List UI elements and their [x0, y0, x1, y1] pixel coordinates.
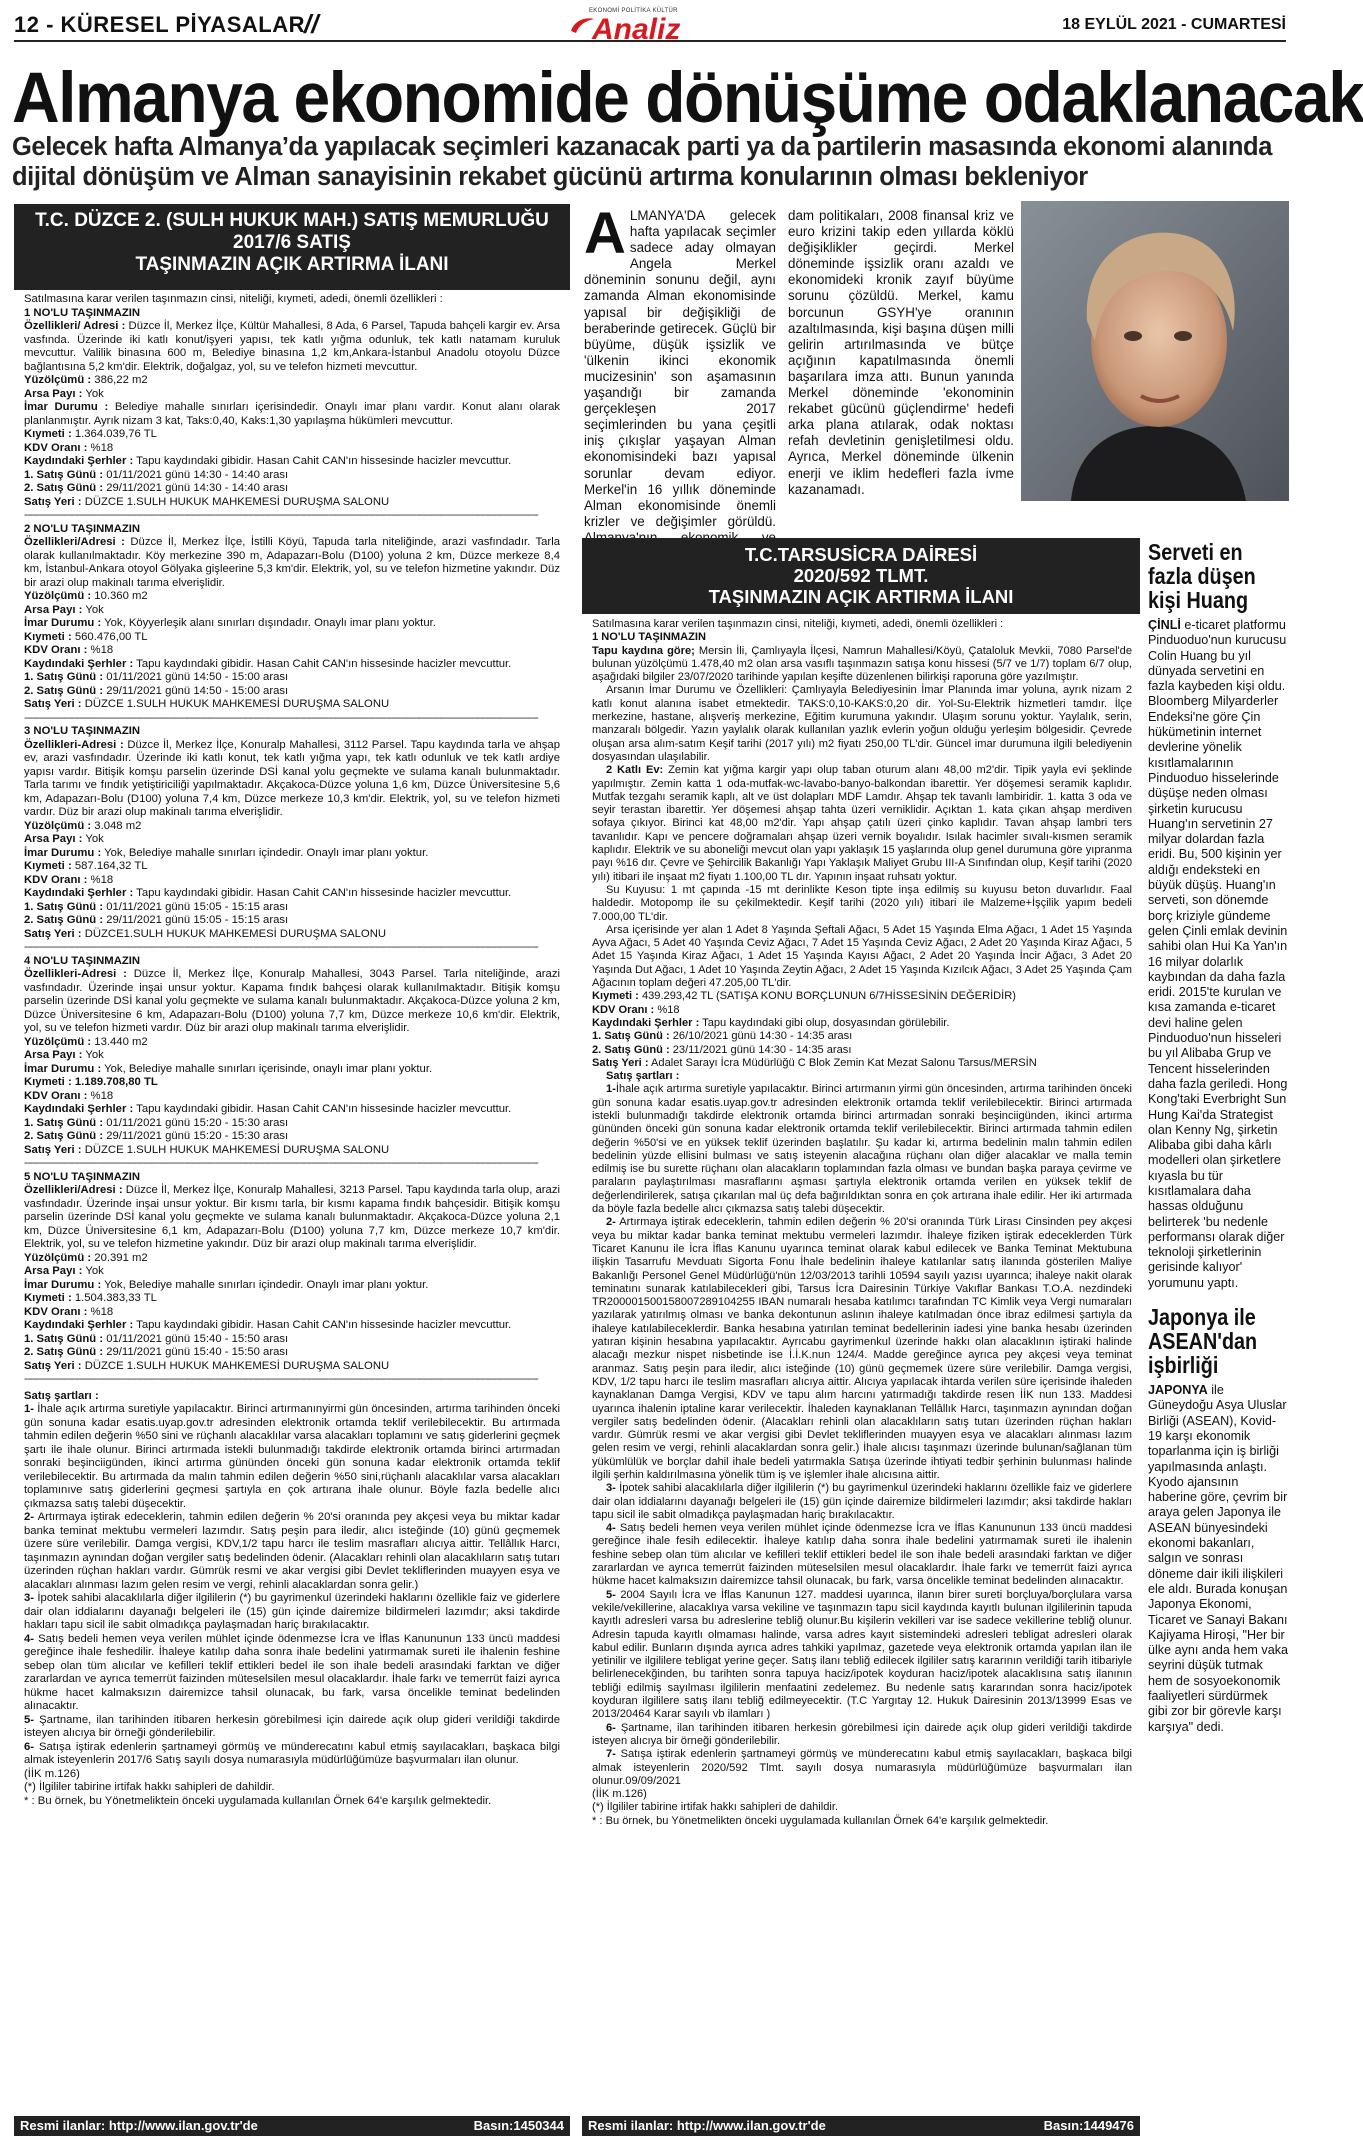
field-label: Arsa Payı :: [24, 1049, 83, 1061]
section-slash: //: [304, 9, 319, 39]
field-value: DÜZCE1.SULH HUKUK MAHKEMESİ DURUŞMA SALONU: [81, 927, 387, 940]
term-text: Satış bedeli hemen veya verilen mühlet içinde ödenmezse İcra ve İflas Kanununun 133 üncü maddesi gereğince ihale feshedilir. İhaleye katılıp daha sonra ihale bedelini yatırmamak sureti ile ihalenin feshine sebep olan tüm alıcılar ve kefilleri teklif ettikleri bedel ile son ihale bedeli arasındaki farktan ve diğer zararlardan ve ayrıca temerrüt faizinden müteselsilen mesul olacaklardır. İhale farkı ve temerrüt faizi ayrıca hükme hacet kalmaksızın dairemizce tahsil olunacak, bu fark, varsa öncelikle teminat bedelinden alınacaktır.: [24, 1632, 560, 1712]
term-text: Artırmaya iştirak edeceklerin, tahmin edilen değerin % 20'si oranında pey akçesi veya bu miktar kadar banka teminat mektubu vermeleri lazımdır. Satış peşin para iledir, alıcı isteğinde (10) günü geçmemek üzere süre verilebilir. Damga vergisi, KDV,1/2 tapu harcı ile teslim masrafları alıcıya aittir. Tellâllık Harcı, taşınmazın aynından doğan vergiler satış bedelinden ödenir. (Alacakları rehinli olan alacaklıların satış tutarı üzerinden rüçhan hakları vardır. Gümrük resmi ve akar vergisi gibi Devlet tekliflerinden muayyen esya ve alacakları alınması lazım gelen resim ve vergi, rehinli alacaklardan sonra gelir.): [24, 1511, 560, 1591]
field-label: 1. Satış Günü :: [24, 1116, 104, 1129]
field-label: Kıymeti :: [24, 860, 72, 872]
law-ref: (İİK m.126): [24, 1767, 80, 1780]
term-number: 6-: [606, 1721, 616, 1734]
field-label: Arsa Payı :: [24, 833, 83, 845]
term-number: 4-: [606, 1522, 616, 1535]
field-label: 2. Satış Günü :: [24, 482, 104, 494]
field-label: Arsa Payı :: [24, 603, 83, 616]
field-label: İmar Durumu :: [24, 401, 109, 413]
footnote: * : Bu örnek, bu Yönetmeliktein önceki uygulamada kullanılan Örnek 64'e karşılık gelmektedir.: [24, 1794, 492, 1807]
field-value: 29/11/2021 günü 14:30 - 14:40 arası: [103, 482, 289, 494]
field-label: İmar Durumu :: [24, 1278, 102, 1291]
field-value: Adalet Sarayı İcra Müdürlüğü C Blok Zemin Kat Mezat Salonu Tarsus/MERSİN: [648, 1056, 1037, 1069]
field-label: Kaydındaki Şerhler :: [24, 657, 134, 670]
right-notice-type: TAŞINMAZIN AÇIK ARTIRMA İLANI: [708, 586, 1014, 607]
side-story-2-lead: JAPONYA: [1148, 1383, 1208, 1398]
right-notice-body: [592, 618, 1132, 1828]
field-value: 3.048 m2: [91, 819, 142, 832]
field-value: 439.293,42 TL (SATIŞA KONU BORÇLUNUN 6/7HİSSESİNİN DEĞERİDİR): [638, 990, 1016, 1003]
field-value: Tapu kaydındaki gibidir. Hasan Cahit CAN'ın hissesinde hacizler mevcuttur.: [133, 1103, 512, 1115]
term-text: İpotek sahibi alacaklılarla diğer ilgililerin (*) bu gayrimenkul üzerindeki haklarını özellikle faiz ve giderlere dair olan iddialarını dayanağı belgeleri ile (15) gün içinde dairemize bildirmeleri lazımdır; aksi takdirde hakları tapu sicil ile sabit olmadıkça paylaşmadan hariç bırakılacaktır.: [592, 1482, 1132, 1521]
footnote: * : Bu örnek, bu Yönetmelikten önceki uygulamada kullanılan Örnek 64'e karşılık gelmektedir.: [592, 1814, 1049, 1827]
side-story-1-body: e-ticaret platformu Pinduoduo'nun kurucusu Colin Huang bu yıl dünyada servetini en fazla kaybeden kişi oldu. Bloomberg Milyarderler Endeksi'ne göre Çin hükümetinin internet devlerine yönelik kısıtlamalarının Pinduoduo hisselerinde düşüşe neden olması şirketin kurucusu Huang'ın servetinin 27 milyar dolardan fazla eridi. Bu, 500 kişinin yer aldığı endeksteki en büyük düşüş. Huang'ın serveti, son dönemde borç kriziyle gündeme gelen Çinli emlak devinin sahibi olan Hui Ka Yan'ın 16 milyar dolarlık kaybından da daha fazla eridi. 2015'te kurulan ve kısa zamanda e-ticaret devi haline gelen Pinduoduo'nun hisseleri bu yıl Alibaba Grup ve Tencent hisselerinden daha fazla geriledi. Hong Kong'taki Everbright Sun Hung Kai'da Strategist olan Kenny Ng, şirketin Alibaba gibi daha kârlı modelleri olan şirketlere kıyasla bu tür kısıtlamalara daha hassas olduğunu belirterek 'bu nedenle performansı olarak diğer teknoloji şirketlerinin gerisinde kalıyor' yorumunu yaptı.: [1148, 618, 1288, 1290]
field-label: Arsa Payı :: [24, 387, 83, 400]
field-label: Kıymeti :: [592, 990, 639, 1003]
field-label: Satış Yeri :: [24, 1359, 82, 1372]
terms-title: Satış şartları :: [24, 1389, 99, 1402]
terms-title: Satış şartları :: [606, 1070, 680, 1083]
term-number: 1-: [606, 1083, 616, 1096]
field-value: Düzce İl, Merkez İlçe, Konuralp Mahallesi, 3043 Parsel. Tarla niteliğinde, arazi vasfındadır. Üzerinde inşai unsur yoktur. Kapama fındık bahçesi olarak kullanılmaktadır. Bitişik komşu parselin üzerinde DSİ kanal yolu geçmekte ve sulama kanalı bulunmaktadır. Akçakoca-Düzce yoluna 2 km, Düzce Üniversitesine 6 km, Adapazarı-Bolu (D100) yoluna 7,7 km, Düzce merkeze 10,6 km'dir. Elektrik, yol, su ve telefon hizmeti vardır. Düz bir arazi olup makinalı tarıma elverişlidir.: [24, 968, 560, 1034]
field-value: 1.504.383,33 TL: [71, 1292, 157, 1304]
issue-date: 18 EYLÜL 2021 - CUMARTESİ: [1062, 16, 1286, 33]
side-column: [1148, 540, 1290, 1735]
field-label: Kıymeti :: [24, 630, 72, 643]
paragraph: Arsa içerisinde yer alan 1 Adet 8 Yaşında Şeftali Ağacı, 5 Adet 15 Yaşında Elma Ağacı, 1 Adet 15 Yaşında Ayva Ağacı, 5 Adet 40 Yaşında Ceviz Ağacı, 7 Adet 15 Yaşında Ceviz Ağacı, 2 Adet 20 Yaşında Kiraz Ağacı, 5 Adet 15 Yaşında Kiraz Ağacı, 1 Adet 15 Yaşında Kayısı Ağacı, 2 Adet 20 Yaşında İncir Ağacı, 3 Adet 20 Yaşında Dut Ağacı, 1 Adet 10 Yaşında Zeytin Ağacı, 2 Adet 15 Yaşında Kızılcık Ağacı, 3 Adet 25 Yaşında Çam Ağacının toplam değeri 47.205,00 TL'dir.: [592, 923, 1132, 990]
field-value: 01/11/2021 günü 15:40 - 15:50 arası: [103, 1332, 289, 1345]
term-number: 3-: [24, 1592, 35, 1604]
term-number: 7-: [606, 1748, 616, 1761]
right-notice-office: T.C.TARSUSİCRA DAİRESİ: [744, 544, 978, 565]
field-label: 2. Satış Günü :: [24, 1130, 104, 1142]
left-notice-header: [14, 204, 570, 290]
field-label: Özellikleri/Adresi :: [24, 1184, 123, 1196]
field-label: 1. Satış Günü :: [592, 1030, 670, 1043]
field-value: Tapu kaydındaki gibidir. Hasan Cahit CAN'ın hissesinde hacizler mevcuttur.: [133, 1319, 512, 1331]
angela-merkel-photo: [1021, 201, 1289, 501]
term-text: İhale açık artırma suretiyle yapılacaktır. Birinci artırmanın yirmi gün öncesinden, artırma tarihinden önceki gün sonuna kadar esatis.uyap.gov.tr adresinden elektronik ortamda teklif verilebilecektir. Birinci artırmada istekli bulunmadığı takdirde elektronik ortamda birinci artırmadan sonraki beşinciigünden, ikinci artırma gününden önceki gün sonuna kadar elektronik ortamda teklif verilebilecektir. Birinci artırmada tahmin edilen değerin %50'si ve en yüksek teklif üzerinden başlatılır. Şu kadar ki, artırma bedelinin malın tahmin edilen bedelinin yüzde ellisini bulması ve satış isteyenin alacağına rüçhanı olan diğer alacaklar ve malla temin edilmiş ise bu surette rüçhanı olan alacakların toplamından fazla olması ve bundan başka paraya çevirme ve paraların paylaştırılması masraflarını aşması şartıyla elektronik ortamda verilen en yüksek teklif de değerlendirilerek, satışa çıkarılan mal üç defa bağırıldıktan sonra en çok artırana ihale edilir. Her iki artırmada da böyle fazla bedelle alıcı çıkmazsa satış talebi düşecektir.: [592, 1083, 1132, 1216]
field-value: 01/11/2021 günü 15:20 - 15:30 arası: [103, 1116, 289, 1129]
parcel-title: 2 NO'LU TAŞINMAZIN: [24, 522, 141, 535]
footer-press-no: Basın:1450344: [473, 2118, 564, 2133]
field-label: KDV Oranı :: [24, 644, 88, 656]
field-value: Yok: [82, 387, 104, 400]
side-story-1-text: [1148, 618, 1290, 1291]
field-label: Yüzölçümü :: [24, 1035, 92, 1048]
subheadline: Gelecek hafta Almanya’da yapılacak seçimleri kazanacak parti ya da partilerin masasında ekonomi alanında dijital dönüşüm ve Alman sanayisinin rekabet gücünü artırma konularının olması bekleniyor: [12, 133, 1272, 191]
parcel-title: 1 NO'LU TAŞINMAZIN: [592, 631, 706, 644]
left-notice-body: [24, 293, 560, 1808]
side-story-2-text: [1148, 1383, 1290, 1735]
separator: ------------------------------------------------------------------------------------------------------------------------------------------------------------------------------------------: [24, 1157, 538, 1169]
field-label: Kaydındaki Şerhler :: [592, 1016, 700, 1029]
field-value: 01/11/2021 günü 14:50 - 15:00 arası: [103, 671, 289, 683]
field-value: Düzce İl, Merkez İlçe, İstilli Köyü, Tapuda tarla niteliğinde, arazi vasfındadır. Tarla olarak kullanılmaktadır. Köy merkezine 390 m, Adapazarı-Bolu (D100) yoluna 2 km, Düzce merkeze 8,4 km, İstanbul-Ankara otoyol Gölyaka gişleerine 5,3 km'dir. Elektrik, yol, su ve telefon hizmetine yakındır. Düz bir arazi olup makinalı tarıma elverişlidir.: [24, 536, 560, 589]
field-value: 29/11/2021 günü 15:20 - 15:30 arası: [103, 1130, 289, 1142]
field-label: Kıymeti :: [24, 1076, 72, 1088]
field-value: Düzce İl, Merkez İlçe, Konuralp Mahallesi, 3213 Parsel. Tapu kaydında tarla olup, arazi vasfındadır. Üzerinde inşai unsur yoktur. Bir kısmı tarla, bir kısmı kapama fındık bahçesidir. Bitişik komşu parselin üzerinde DSİ kanal yolu geçmekte ve sulama kanalı bulunmaktadır. Akçakoca-Düzce yoluna 2,1 km, Düzce Üniversitesine 6,1 km, Adapazarı-Bolu (D100) yoluna 7,7 km, Düzce merkeze 10,7 km'dir. Elektrik, yol, su ve telefon hizmetine yakındır. Düz bir arazi olup makinalı tarıma elverişlidir.: [24, 1184, 560, 1250]
left-notice-footer: [14, 2116, 570, 2136]
term-text: Şartname, ilan tarihinden itibaren herkesin görebilmesi için dairede açık olup gideri verildiği takdirde isteyen alıcıya bir örneği gönderilebilir.: [592, 1721, 1132, 1747]
field-label: 2. Satış Günü :: [24, 1346, 104, 1358]
field-value: Yok, Belediye mahalle sınırları içerisinde, onaylı imar planı yoktur.: [101, 1062, 433, 1075]
field-label: Özellikleri-Adresi :: [24, 738, 124, 751]
field-label: 1. Satış Günü :: [24, 1332, 104, 1345]
left-notice-type: TAŞINMAZIN AÇIK ARTIRMA İLANI: [135, 254, 449, 275]
field-value: Yok, Belediye mahalle sınırları içindedir. Onaylı imar planı yoktur.: [101, 846, 429, 859]
field-value: 1.364.039,76 TL: [71, 428, 157, 440]
field-value: 560.476,00 TL: [71, 630, 148, 643]
section-name: 12 - KÜRESEL PİYASALAR: [14, 12, 305, 37]
separator: ------------------------------------------------------------------------------------------------------------------------------------------------------------------------------------------: [24, 1373, 538, 1385]
field-label: Satış Yeri :: [24, 1143, 82, 1156]
field-label: İmar Durumu :: [24, 846, 102, 859]
page-header: [14, 8, 1286, 46]
field-value: %18: [87, 873, 114, 886]
article-text: dam politikaları, 2008 finansal kriz ve euro krizini takip eden yıllarda köklü değişiklikler geçirdi. Merkel döneminde işsizlik oranı azaldı ve ekonomideki kronik zayıf büyüme sorunu çözüldü. Merkel, kamu borcunun GSYH'ye oranının azaltılmasında, kişi başına düşen milli gelirin artırılmasında ve bütçe açığının kapatılmasında önemli başarılara imza attı. Bunun yanında Merkel döneminde 'ekonominin rekabet gücünü güçlendirme' hedefi arka plana atılarak, odak noktası refah devletinin genişletilmesi oldu. Ayrıca, Merkel döneminde ülkenin enerji ve iklim hedefleri fazla ivme kazanamadı.: [788, 208, 1014, 497]
field-label: KDV Oranı :: [592, 1003, 655, 1016]
field-value: %18: [87, 644, 114, 656]
field-value: 13.440 m2: [91, 1035, 148, 1048]
field-label: KDV Oranı :: [24, 441, 88, 454]
field-label: Yüzölçümü :: [24, 590, 92, 602]
paragraph: Su Kuyusu: 1 mt çapında -15 mt derinlikte Keson tipte inşa edilmiş su kuyusu beton duvarlıdır. Faal haldedir. Motopomp ile su çekilmektedir. Keşif tarihi (2020 yılı) itibari ile Malzeme+İşçilik yapım bedeli 7.000,00 TL'dir.: [592, 883, 1132, 923]
field-value: DÜZCE 1.SULH HUKUK MAHKEMESİ DURUŞMA SALONU: [81, 1359, 390, 1372]
field-value: 587.164,32 TL: [71, 860, 148, 872]
side-story-1-title: Serveti en fazla düşen kişi Huang: [1148, 539, 1256, 613]
separator: ------------------------------------------------------------------------------------------------------------------------------------------------------------------------------------------: [24, 509, 538, 521]
left-notice-file: 2017/6 SATIŞ: [233, 232, 351, 253]
term-text: Satışa iştirak edenlerin şartnameyi görmüş ve münderecatını kabul etmiş sayılacakları, başkaca bilgi almak isteyenlerin 2017/6 Satış sayılı dosya numarasıyla müdürlüğümüze başvurmaları ilan olunur.: [24, 1740, 560, 1766]
field-value: Tapu kaydındaki gibi olup, dosyasından görülebilir.: [699, 1016, 950, 1029]
field-value: DÜZCE 1.SULH HUKUK MAHKEMESİ DURUŞMA SALONU: [81, 1143, 390, 1156]
drop-cap: A: [584, 201, 626, 266]
law-ref: (İİK m.126): [592, 1788, 647, 1801]
parcel-title: 4 NO'LU TAŞINMAZIN: [24, 954, 141, 967]
field-label: 1. Satış Günü :: [24, 671, 104, 683]
field-value: Yok: [82, 1265, 104, 1277]
field-value: Yok: [82, 603, 104, 616]
field-label: İmar Durumu :: [24, 617, 102, 629]
field-value: 20.391 m2: [91, 1251, 148, 1264]
parcel-title: 1 NO'LU TAŞINMAZIN: [24, 306, 141, 319]
field-value: 29/11/2021 günü 15:40 - 15:50 arası: [103, 1346, 289, 1358]
term-text: İpotek sahibi alacaklılarla diğer ilgililerin (*) bu gayrimenkul üzerindeki haklarını özellikle faiz ve giderlere dair olan iddialarını dayanağı belgeleri ile (15) gün içinde dairemize bildirmeleri lazımdır; aksi takdirde hakları tapu sicil ile sabit olmadıkça paylaşmadan hariç bırakılacaktır.: [24, 1592, 560, 1631]
separator: ------------------------------------------------------------------------------------------------------------------------------------------------------------------------------------------: [24, 711, 538, 724]
field-value: 386,22 m2: [91, 374, 148, 386]
term-text: Satış bedeli hemen veya verilen mühlet içinde ödenmezse İcra ve İflas Kanununun 133 üncü maddesi gereğince ihale fesih edilecektir. İhaleye katılıp daha sonra ihale bedelini yatırmamak sureti ile ihalenin feshine sebep olan tüm alıcılar ve kefilleri teklif ettikleri bedel ile son ihale bedeli arasındaki farktan ve diğer zararlardan ve ayrıca temerrüt faizinden müteselsilen mesul olacaklardır. İhale farkı ve temerrüt faizi ayrıca hükme hacet kalmaksızın dairemizce tahsil olunacak, bu fark, varsa öncelikle teminat bedelinden alınacaktır.: [592, 1522, 1132, 1588]
footer-press-no: Basın:1449476: [1043, 2118, 1134, 2133]
field-value: Tapu kaydındaki gibidir. Hasan Cahit CAN'ın hissesinde hacizler mevcuttur.: [133, 657, 512, 670]
term-number: 1-: [24, 1403, 35, 1415]
term-text: Şartname, ilan tarihinden itibaren herkesin görebilmesi için dairede açık olup gideri verildiği takdirde isteyen alıcıya bir örneği gönderilebilir.: [24, 1713, 560, 1739]
field-label: Satış Yeri :: [592, 1056, 649, 1069]
field-value: 26/10/2021 günü 14:30 - 14:35 arası: [669, 1030, 853, 1043]
field-label: KDV Oranı :: [24, 1305, 88, 1318]
headline: Almanya ekonomide dönüşüme odaklanacak: [12, 57, 1363, 137]
parcel-title: 5 NO'LU TAŞINMAZIN: [24, 1170, 141, 1183]
field-label: Kaydındaki Şerhler :: [24, 455, 134, 467]
logo-wordmark: Analiz: [592, 13, 681, 46]
term-number: 2-: [24, 1511, 35, 1523]
term-number: 6-: [24, 1740, 35, 1753]
field-value: Yok, Belediye mahalle sınırları içindedir. Onaylı imar planı yoktur.: [101, 1278, 429, 1291]
paragraph: Arsanın İmar Durumu ve Özellikleri: Çamlıyayla Belediyesinin İmar Planında imar yoluna, ayrık nizam 2 katlı konut alanına isabet etmektedir. TAKS:0,10-KAKS:0,20 dir. Yol-Su-Elektrik hizmetleri tamdır. İlçe merkezine, hastane, alışveriş merkezine, Eğitim kurumuna yakındır. Ulaşım sorunu yoktur. Yaylalık, serin, manzaralı bölgedir. Yazın yaylalık olarak kullanılan yazlık evlerin yoğun olduğu yerleşim bölgesidir. Çevrede oluşan arsa alım-satım Keşif tarihi (2017 yılı) m2 fiyatı 250,00 TL'dir. Güncel imar durumuna ilgili belediyenin dosyasından ulaşılabilir.: [592, 684, 1132, 763]
term-text: İhale açık artırma suretiyle yapılacaktır. Birinci artırmanınyirmi gün öncesinden, artırma tarihinden önceki gün sonuna kadar esatis.uyap.gov.tr adresinden elektronik ortamda teklif verilebilecektir. Bu artırmada tahmin edilen değerin %50 sini ve rüçhanlı alacaklılar varsa alacakları toplamını ve satış giderlerini geçmek şartı ile ihale olunur. Birinci artırmada istekli bulunmadığı takdirde elektronik ortamda birinci artırmadan sonraki beşinciigünden, ikinci artırma gününden önceki gün sonuna kadar elektronik ortamda teklif verilebilecektir. Bu artırmada da malın tahmin edilen değerin %50 sini,rüçhanlı alacaklılar varsa alacakları toplamınıve satış giderlerini geçmesi şartıyla en çok artırana ihale olunur. Böyle fazla bedelle alıcı çıkmazsa satış talebi düşecektir.: [24, 1403, 560, 1510]
separator: ------------------------------------------------------------------------------------------------------------------------------------------------------------------------------------------: [24, 941, 538, 953]
field-label: 1. Satış Günü :: [24, 468, 104, 481]
article-text: LMANYA'DA gelecek hafta yapılacak seçimler sadece aday olmayan Angela Merkel döneminin sonunu değil, aynı zamanda Alman ekonomisinde yapısal bir değişikliği de beraberinde getirecek. Güçlü bir büyüme, düşük işsizlik ve 'ülkenin ikinci ekonomik mucizesinin' son aşamasının yaşandığı bir zamanda gerçekleşen 2017 seçimlerinden bu yana çeşitli iniş çıkışlar yaşayan Alman ekonomisindeki bazı yapısal sorunlar devam ediyor. Merkel'in 16 yıllık döneminde Alman ekonomisinde önemli krizler ve değişimler görüldü.: [584, 208, 776, 529]
field-label: Yüzölçümü :: [24, 1251, 92, 1264]
term-number: 4-: [24, 1632, 35, 1645]
field-value: Düzce İl, Merkez İlçe, Kültür Mahallesi, 8 Ada, 6 Parsel, Tapuda bahçeli kargir ev. Arsa vasfında. Üzerinde iki katlı konut/işyeri yapısı, tek katlı yığma odunluk, tek katlı natamam kuruluk mevcuttur. Valilik binasına 600 m, Belediye binasına 1,2 km,Ankara-İstanbul Anadolu otoyolu Düzce bağlantısına 5,2 km'dir. Elektrik, doğalgaz, yol, su ve telefon hizmeti mevcuttur.: [24, 320, 561, 373]
footnote: (*) İlgililer tabirine irtifak hakkı sahipleri de dahildir.: [24, 1781, 275, 1793]
field-value: 1.189.708,80 TL: [71, 1076, 158, 1088]
term-text: Satışa iştirak edenlerin şartnameyi görmüş ve münderecatını kabul etmiş sayılacakları, başkaca bilgi almak isteyenlerin 2020/592 Tlmt. sayılı dosya numarasıyla müdürlüğümüze başvurmaları ilan olunur.09/09/2021: [592, 1748, 1132, 1787]
field-label: Özellikleri/ Adresi :: [24, 320, 126, 332]
field-label: Satış Yeri :: [24, 698, 82, 710]
field-label: KDV Oranı :: [24, 873, 88, 886]
portrait-image: [1021, 201, 1289, 501]
term-number: 5-: [24, 1713, 35, 1726]
field-label: Kıymeti :: [24, 1292, 72, 1304]
right-notice-header: [582, 538, 1140, 614]
field-label: Kaydındaki Şerhler :: [24, 887, 134, 899]
field-label: Kaydındaki Şerhler :: [24, 1319, 134, 1331]
field-value: %18: [87, 1305, 114, 1318]
term-text: Artırmaya iştirak edeceklerin, tahmin edilen değerin % 20'si oranında Türk Lirası Cinsinden pey akçesi veya bu miktar kadar banka teminat mektubu vermeleri lazımdır. İhaleye fiziken iştirak edeceklerden Türk Ticaret Kanunu ile İcra İflas Kanunu uyarınca teminat olarak kabul edilecek ve Banka Teminat Mektubuna ilişkin Tasarrufu Mevduatı Sigorta Fonu İhale bedelinin ihaleye katılanlar satış ilanında gösterilen Maliye Bakanlığı Personel Genel Müdürlüğü'nün 12/03/2013 tarihli 10594 sayılı yazısı uyarınca; ihaleye nakit olarak teminatını sunarak katılabilecekleri gibi, Tarsus İcra Dairesinin Türkiye Vakıflar Bankası T.O.A. nezdindeki TR200001500158007289104255 IBAN numaralı hesaba katılımcı tarafından TC Kimlik veya Vergi numaraları yazılarak yatırılmış olması ve banka dekontunun aslının ihaleye katılmadan önce ibraz edilmesi şartıyla da ihaleye katılabileceklerdir. Banka hesabına yatırılan teminat bedellerinin iadesi yine banka hesabı üzerinden yatıran kişinin hesabına yapılacaktır. Ayrıcabu gayrimenkul üzerinde hakkı olan alacaklının iştiraki halinde alacağı mezkur nispet nisbetinde ise İ.İ.K.nun 124/4. Madde gereğince ayrıca pey akçesi veya teminat aranmaz. Satış peşin para iledir, alıcı isteğinde (10) günü geçmemek üzere süre verilebilir. Damga vergisi, KDV, 1/2 tapu harcı ile teslim masrafları alıcıya aittir. Alıcıya yapılacak ihtarda verilen süre içerisinde ihaleden kaynaklanan Damga Vergisi, KDV ve tapu alım harcını yatırmadığı takdirde resen İİK nun 133. Maddesi uyarınca ihalenin iptaline karar verilecektir. İhaleden kaynaklanan Tellâllık Harcı, taşınmazın aynından doğan vergiler satış bedelinden ödenir. (Alacakları rehinli olan alacaklıların satış tutarı üzerinden rüçhan hakları vardır. Gümrük resmi ve akar vergisi gibi Devlet tekliflerinden muayyen esya ve alacakları alınması lazım gelen resim ve vergi, rehinli alacaklardan sonra gelir.) İhale alıcısı taşınmazı üzerinde bulunan/sağlanan tüm yükümlülük ve borçlar dahil ihale bedeli yatırmakla Satışa üzerinde ihtiyati tedbir şerhinin bulunması halinde ilgili şerhin kaldırılmasına yönelik tüm iş ve işlemler ihale alıcısına aittir.: [592, 1216, 1132, 1481]
field-value: Mersin İli, Çamlıyayla İlçesi, Namrun Mahallesi/Köyü, Çataloluk Mevkii, 7080 Parsel'de bulunan yüzölçümü 1.478,40 m2 olan arsa vasıflı taşınmazın satışa konu hissesi (5/7 ve 1/7) toplam 6/7 olup, aşağıdaki bilgiler 23/07/2020 tarihinde yapılan keşifte düzenlenen bilirkişi raporuna göre yazılmıştır.: [592, 644, 1133, 684]
field-value: 29/11/2021 günü 15:05 - 15:15 arası: [103, 914, 289, 926]
field-value: Belediye mahalle sınırları içerisindedir. Onaylı imar planı vardır. Konut alanı olarak planlanmıştır. Ayrık nizam 3 kat, Taks:0,40, Kaks:1,30 yapılaşma hükümleri mevcuttur.: [24, 401, 561, 427]
article-column-1: [584, 201, 776, 529]
term-number: 5-: [606, 1588, 616, 1601]
field-label: Yüzölçümü :: [24, 819, 92, 832]
field-value: Yok, Köyyerleşik alanı sınırları dışındadır. Onaylı imar planı yoktur.: [101, 617, 436, 629]
field-label: Kıymeti :: [24, 428, 72, 440]
side-story-1-lead: ÇİNLİ: [1148, 618, 1181, 632]
field-value: Tapu kaydındaki gibidir. Hasan Cahit CAN'ın hissesinde hacizler mevcuttur.: [133, 887, 512, 899]
term-number: 3-: [606, 1482, 616, 1495]
term-text: 2004 Sayılı İcra ve İflas Kanunun 127. maddesi uyarınca, ilanın birer sureti borçluya/borçlulara varsa vekile/vekillerine, alacaklıya varsa vekiline ve taşınmazın tapu sicil kaydında kayıtlı bulunan ilgililerinin tapuda kayıtlı adresleri varsa bu adreslerine tebliğ olunur.Bu kişilerin vekilleri var ise sadece vekillerine tebliğ olunur. Adresin tapuda kayıtlı olmaması halinde, varsa adres kayıt sistemindeki adresleri tebligat adresleri olarak kabul edilir. Bunların dışında ayrıca adres tahkiki yapılmaz, gazetede veya elektronik ortamda yapılan ilan ile yetinilir ve ilgililere tebligat yerine geçer. Satış ilanı tebliğ edilecek ilgililer satış kararının verildiği tarih itibariyle belirlenecekğinden, bu tarihten sonra tapuya haciz/ipotek koyduran haciz/ipotek alacaklısına satış ilanının tebliği edilmiş sayılması ilgililerin menfaatini zedelemez. Bu nedenle satış kararından sonra haciz/ipotek koyduran ilgililere satış ilanı tebliğ edilmeyecektir. (T.C Yargıtay 12. Hukuk Dairesinin 2013/13999 Esas ve 2013/20464 Karar sayılı vb ilamları ): [592, 1588, 1132, 1721]
field-label: 1. Satış Günü :: [24, 900, 104, 913]
field-label: Tapu kaydına göre;: [592, 644, 695, 657]
field-label: Özellikleri/Adresi :: [24, 536, 125, 548]
intro: Satılmasına karar verilen taşınmazın cinsi, niteliği, kıymeti, adedi, önemli özellikleri :: [24, 293, 443, 305]
field-value: Düzce İl, Merkez İlçe, Konuralp Mahallesi, 3112 Parsel. Tapu kaydında tarla ve ahşap ev, arazi vasfındadır. Üzerinde iki katlı konut, tek katlı yığma yapı, tek katlı odunluk ve tek katlı ardiye yapısı vardır. Bitişik komşu parselin üzerinde DSİ kanal yolu geçmekte ve sulama kanalı bulunmaktadır. Tarla tarımı ve fındık yetiştiriciliği yapılmaktadır. Akçakoca-Düzce yoluna 1,6 km, Düzce Üniversitesine 5,6 km, Adapazarı-Bolu (D100) yoluna 7,4 km, Düzce merkeze 10,3 km'dir. Elektrik, yol, su ve telefon hizmeti vardır. Düz bir arazi olup makinalı tarıma elverişlidir.: [24, 738, 560, 818]
field-value: %18: [87, 441, 114, 454]
field-label: İmar Durumu :: [24, 1062, 102, 1075]
field-value: 01/11/2021 günü 14:30 - 14:40 arası: [103, 468, 289, 481]
field-value: DÜZCE 1.SULH HUKUK MAHKEMESİ DURUŞMA SALONU: [81, 698, 390, 710]
field-label: Arsa Payı :: [24, 1265, 83, 1277]
field-label: Yüzölçümü :: [24, 374, 92, 386]
field-value: 23/11/2021 günü 14:30 - 14:35 arası: [669, 1043, 852, 1056]
article-column-2: [788, 208, 1014, 508]
intro: Satılmasına karar verilen taşınmazın cinsi, niteliği, kıymeti, adedi, önemli özellikleri :: [592, 618, 1004, 630]
field-value: %18: [87, 1089, 114, 1102]
field-value: DÜZCE 1.SULH HUKUK MAHKEMESİ DURUŞMA SALONU: [81, 495, 390, 508]
field-label: Kaydındaki Şerhler :: [24, 1103, 134, 1115]
field-value: %18: [654, 1003, 680, 1016]
field-value: Tapu kaydındaki gibidir. Hasan Cahit CAN'ın hissesinde hacizler mevcuttur.: [133, 455, 512, 467]
field-value: Zemin kat yığma kargir yapı olup taban oturum alanı 48,00 m2'dir. Tipik yayla evi şeklinde yapılmıştır. Zemin katta 1 oda-mutfak-wc-lavabo-banyo-balkondan ibarettir. Yer döşemesi seramik kaplıdır. Mutfak tezgahı seramik kaplı, alt ve üst dolapları MDF Lamdır. Ahşap tek tavanlı lambiridir. 1. katta 3 oda ve seyir terastan ibarettir. Yer döşemesi ahşap tahta üzeri verniklidir. Açıktan 1. kata çıkan ahşap merdiven sofaya çıkıyor. Birinci kat 48,00 m2'dir. Yapı ahşap çatılı üzeri çinko kaplıdır. Tavan ahşap lambri ters tavanlıdır. Kapı ve pencere doğramaları ahşap üzeri vernik boyalıdır. Isılak hacimler sıvalı-kısmen seramik kaplıdır. Elektrik ve su aboneliği mevcut olan yapı yaklaşık 15 yaşlarında olup genel durumuna göre yıpranma payı %16 dır. Çevre ve Şehircilik Bakanlığı Yapı Yaklaşık Maliyet Grubu III-A Sınıfından olup, Keşif tarihi (2020 yılı) itibari ile inşaat m2 fiyatı 1.100,00 TL dır. Yapının inşaat ruhsatı yoktur.: [592, 764, 1133, 883]
field-value: 01/11/2021 günü 15:05 - 15:15 arası: [103, 900, 289, 913]
field-label: 2. Satış Günü :: [24, 684, 104, 697]
field-label: 2 Katlı Ev:: [606, 764, 664, 777]
right-notice-file: 2020/592 TLMT.: [793, 565, 929, 586]
footer-url[interactable]: Resmi ilanlar: http://www.ilan.gov.tr'de: [20, 2118, 258, 2133]
field-label: Özellikleri-Adresi :: [24, 968, 127, 980]
field-value: Yok: [82, 833, 104, 845]
field-label: Satış Yeri :: [24, 927, 82, 940]
field-value: 29/11/2021 günü 14:50 - 15:00 arası: [103, 684, 289, 697]
right-notice-footer: [582, 2116, 1140, 2136]
parcel-title: 3 NO'LU TAŞINMAZIN: [24, 725, 141, 737]
field-label: 2. Satış Günü :: [24, 914, 104, 926]
left-notice-court: T.C. DÜZCE 2. (SULH HUKUK MAH.) SATIŞ MEMURLUĞU: [35, 210, 549, 231]
field-label: Satış Yeri :: [24, 495, 82, 508]
field-value: Yok: [82, 1049, 104, 1061]
field-value: 10.360 m2: [91, 590, 148, 602]
term-number: 2-: [606, 1216, 616, 1229]
side-story-2-title: Japonya ile ASEAN'dan işbirliği: [1148, 1304, 1258, 1379]
footnote: (*) İlgililer tabirine irtifak hakkı sahipleri de dahildir.: [592, 1801, 839, 1814]
field-label: KDV Oranı :: [24, 1089, 88, 1102]
logo-tagline: EKONOMİ POLİTİKA KÜLTÜR: [589, 8, 678, 14]
footer-url[interactable]: Resmi ilanlar: http://www.ilan.gov.tr'de: [588, 2118, 826, 2133]
field-label: 2. Satış Günü :: [592, 1043, 670, 1056]
side-story-2-body: ile Güneydoğu Asya Uluslar Birliği (ASEAN), Kovid-19 karşı ekonomik toparlanma için iş birliği yapılmasında anlaştı. Kyodo ajansının haberine göre, çevrim bir araya gelen Japonya ile ASEAN bünyesindeki ekonomi bakanları, salgın ve sonrası döneme dair ikili ilişkileri ele aldı. Burada konuşan Japonya Ekonomi, Ticaret ve Sanayi Bakanı Kajiyama Hiroşi, "Her bir ülke aynı anda hem vaka seyrini düşük tutmak hem de sosyoekonomik faaliyetleri sürdürmek gibi zor bir görevle karşı karşıya" dedi.: [1148, 1383, 1289, 1734]
